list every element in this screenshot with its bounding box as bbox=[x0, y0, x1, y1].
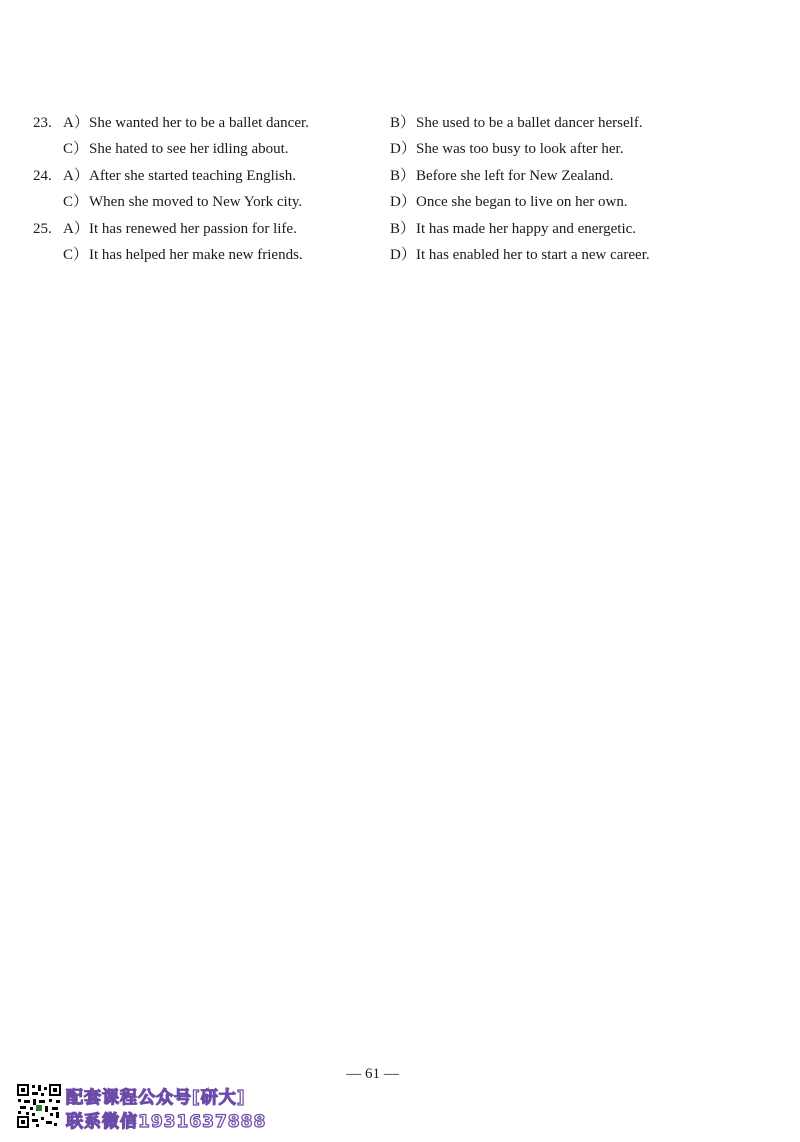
footer-banner-line-2: 联系微信1931637888 bbox=[66, 1112, 267, 1132]
option-letter: C） bbox=[63, 141, 89, 158]
option-text: She used to be a ballet dancer herself. bbox=[416, 115, 643, 131]
question-number: 23. bbox=[33, 115, 52, 131]
question-row bbox=[33, 189, 753, 215]
option-c bbox=[63, 189, 302, 215]
option-text: She hated to see her idling about. bbox=[89, 141, 289, 158]
option-text: It has enabled her to start a new career. bbox=[416, 246, 650, 263]
option-c bbox=[63, 136, 289, 162]
option-a bbox=[63, 163, 296, 189]
option-text: It has made her happy and energetic. bbox=[416, 220, 637, 237]
option-text: She wanted her to be a ballet dancer. bbox=[89, 115, 309, 131]
option-letter: D） bbox=[390, 246, 416, 263]
option-text: Before she left for New Zealand. bbox=[416, 167, 614, 184]
qr-code-icon bbox=[16, 1083, 62, 1129]
option-b bbox=[390, 110, 643, 136]
option-letter: C） bbox=[63, 246, 89, 263]
question-row bbox=[33, 242, 753, 268]
question-row bbox=[33, 110, 753, 136]
option-letter: D） bbox=[390, 194, 416, 211]
question-number: 24. bbox=[33, 167, 52, 184]
option-letter: B） bbox=[390, 220, 416, 237]
option-a bbox=[63, 216, 297, 242]
question-row bbox=[33, 163, 753, 189]
option-text: It has renewed her passion for life. bbox=[89, 220, 297, 237]
option-b bbox=[390, 216, 636, 242]
option-d bbox=[390, 242, 650, 268]
question-number: 25. bbox=[33, 220, 52, 237]
question-row bbox=[33, 216, 753, 242]
option-d bbox=[390, 136, 623, 162]
footer-watermark bbox=[16, 1083, 316, 1133]
option-letter: B） bbox=[390, 167, 416, 184]
option-letter: A） bbox=[63, 220, 89, 237]
option-text: It has helped her make new friends. bbox=[89, 246, 303, 263]
option-d bbox=[390, 189, 628, 215]
option-letter: C） bbox=[63, 194, 89, 211]
option-letter: D） bbox=[390, 141, 416, 158]
option-letter: A） bbox=[63, 115, 89, 131]
question-list bbox=[33, 110, 753, 268]
option-text: When she moved to New York city. bbox=[89, 194, 303, 211]
option-b bbox=[390, 163, 613, 189]
option-letter: B） bbox=[390, 115, 416, 131]
page-number: — 61 — bbox=[346, 1066, 399, 1082]
option-c bbox=[63, 242, 303, 268]
option-text: Once she began to live on her own. bbox=[416, 194, 628, 211]
option-a bbox=[63, 110, 309, 136]
question-row bbox=[33, 136, 753, 162]
footer-banner-line-1: 配套课程公众号[研大] bbox=[66, 1088, 246, 1108]
option-text: After she started teaching English. bbox=[89, 167, 297, 184]
option-text: She was too busy to look after her. bbox=[416, 141, 624, 158]
option-letter: A） bbox=[63, 167, 89, 184]
